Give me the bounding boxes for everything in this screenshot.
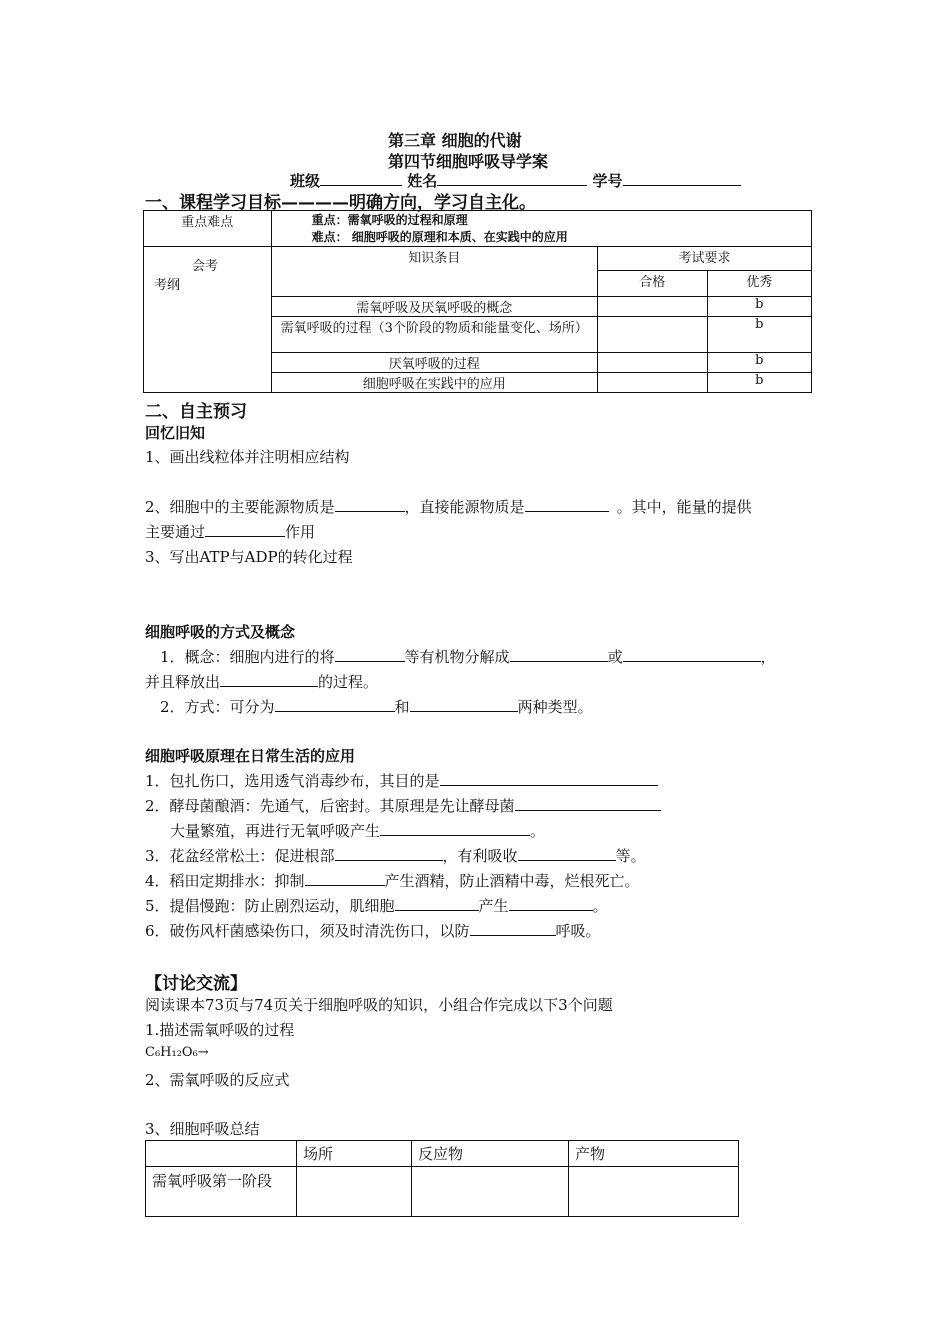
row-pass (598, 373, 707, 393)
part3-intro: 阅读课本73页与74页关于细胞呼吸的知识，小组合作完成以下3个问题 (145, 996, 613, 1014)
summary-header-place: 场所 (297, 1141, 412, 1167)
summary-header-reactants: 反应物 (412, 1141, 569, 1167)
part3-d3: 3、细胞呼吸总结 (145, 1120, 260, 1138)
c1-blank-3[interactable] (623, 647, 761, 662)
row-pass (598, 353, 707, 373)
apply-3: 3．花盆经常松土：促进根部 ，有利吸收 等。 (145, 847, 646, 865)
row-excellent: b (707, 297, 812, 317)
row-item: 厌氧呼吸的过程 (271, 353, 597, 373)
review-heading: 回忆旧知 (145, 424, 206, 442)
row-item: 需氧呼吸及厌氧呼吸的概念 (271, 297, 597, 317)
review-q1: 1、画出线粒体并注明相应结构 (145, 448, 350, 466)
a2-blank-2[interactable] (380, 821, 530, 836)
c1-blank-2[interactable] (510, 647, 608, 662)
apply-2: 2．酵母菌酿酒：先通气，后密封。其原理是先让酵母菌 (145, 795, 661, 816)
a6-blank[interactable] (470, 921, 556, 936)
row-excellent: b (707, 353, 812, 373)
id-label: 学号 (592, 172, 623, 190)
exam-label-1: 会考 (192, 259, 219, 274)
name-field[interactable] (437, 171, 587, 186)
summary-cell-place[interactable] (297, 1167, 412, 1217)
row-excellent: b (707, 373, 812, 393)
key-label-cell: 重点难点 (144, 211, 272, 247)
section-title: 第四节细胞呼吸导学案 (388, 152, 549, 171)
part1-heading: 一、课程学习目标————明确方向，学习自主化。 (145, 193, 536, 213)
c1-blank-1[interactable] (335, 647, 405, 662)
chapter-title: 第三章 细胞的代谢 (388, 131, 522, 150)
table-row (146, 1167, 739, 1217)
summary-header-empty (146, 1141, 297, 1167)
col-knowledge: 知识条目 (271, 247, 597, 297)
objectives-table (143, 210, 812, 393)
summary-cell-products[interactable] (569, 1167, 739, 1217)
c1-blank-4[interactable] (220, 672, 318, 687)
q2-blank-1[interactable] (335, 497, 405, 512)
exam-label-cell (144, 247, 272, 393)
col-pass: 合格 (598, 271, 707, 297)
apply-heading: 细胞呼吸原理在日常生活的应用 (145, 747, 356, 765)
concept-1-cont: 并且释放出 的过程。 (145, 673, 379, 691)
row-item: 细胞呼吸在实践中的应用 (271, 373, 597, 393)
col-excellent: 优秀 (707, 271, 812, 297)
review-q3: 3、写出ATP与ADP的转化过程 (145, 548, 353, 566)
concept-heading: 细胞呼吸的方式及概念 (145, 623, 296, 641)
summary-row-label: 需氧呼吸第一阶段 (146, 1167, 297, 1217)
review-q2: 2、细胞中的主要能源物质是 ，直接能源物质是 。其中，能量的提供 (145, 498, 752, 516)
difficult-point: 难点： 细胞呼吸的原理和本质、在实践中的应用 (311, 230, 568, 244)
class-label: 班级 (290, 172, 321, 190)
a3-blank-2[interactable] (518, 846, 616, 861)
apply-5: 5．提倡慢跑：防止剧烈运动，肌细胞 产生 。 (145, 897, 608, 915)
row-item: 需氧呼吸的过程（3个阶段的物质和能量变化、场所） (271, 317, 597, 353)
apply-1: 1．包扎伤口，选用透气消毒纱布，其目的是 (145, 770, 658, 791)
part2-heading: 二、自主预习 (145, 402, 247, 422)
a5-blank-1[interactable] (395, 896, 479, 911)
row-pass (598, 297, 707, 317)
col-exam: 考试要求 (598, 247, 812, 271)
apply-6: 6．破伤风杆菌感染伤口，须及时清洗伤口，以防 呼吸。 (145, 922, 601, 940)
key-points-cell (271, 211, 811, 247)
apply-2-cont: 大量繁殖，再进行无氧呼吸产生 。 (170, 822, 546, 840)
c2-blank-2[interactable] (410, 697, 518, 712)
name-label: 姓名 (407, 172, 438, 190)
key-point: 重点：需氧呼吸的过程和原理 (311, 213, 468, 227)
a2-blank-1[interactable] (515, 796, 661, 811)
a5-blank-2[interactable] (509, 896, 593, 911)
concept-2: 2．方式：可分为 和 两种类型。 (160, 698, 593, 716)
q2-blank-2[interactable] (525, 497, 609, 512)
a4-blank[interactable] (305, 871, 385, 886)
part3-heading: 【讨论交流】 (145, 974, 247, 994)
a1-blank[interactable] (440, 771, 658, 786)
part3-d1: 1.描述需氧呼吸的过程 (145, 1021, 295, 1039)
row-excellent: b (707, 317, 812, 353)
part3-formula: C₆H₁₂O₆→ (145, 1045, 209, 1060)
id-field[interactable] (623, 171, 741, 186)
apply-4: 4．稻田定期排水：抑制 产生酒精，防止酒精中毒，烂根死亡。 (145, 872, 640, 890)
c2-blank-1[interactable] (275, 697, 395, 712)
review-q2-cont: 主要通过 作用 (145, 523, 316, 541)
q2-blank-3[interactable] (205, 522, 285, 537)
concept-1: 1．概念：细胞内进行的将 等有机物分解成 或 ， (160, 648, 776, 666)
part3-d2: 2、需氧呼吸的反应式 (145, 1071, 290, 1089)
summary-cell-reactants[interactable] (412, 1167, 569, 1217)
summary-table (145, 1140, 739, 1217)
summary-header-products: 产物 (569, 1141, 739, 1167)
row-pass (598, 317, 707, 353)
exam-label-2: 考纲 (154, 278, 181, 293)
class-field[interactable] (320, 171, 402, 186)
a3-blank-1[interactable] (335, 846, 443, 861)
